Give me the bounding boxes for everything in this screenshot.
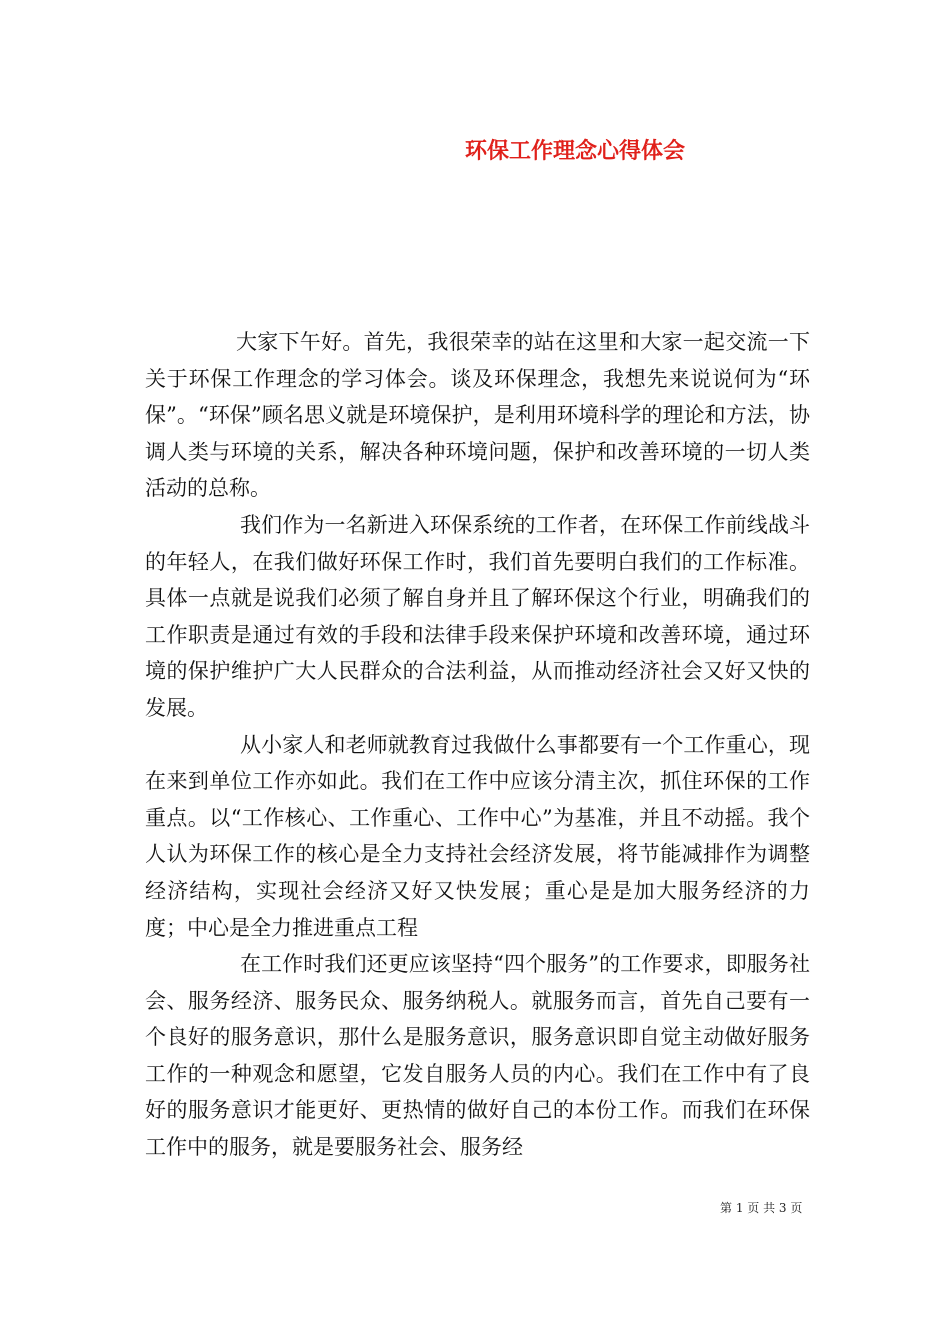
document-title: 环保工作理念心得体会 <box>464 138 685 164</box>
document-body <box>145 324 810 1166</box>
page-number-footer: 第 1 页 共 3 页 <box>720 1201 803 1215</box>
paragraph-1: 大家下午好。首先，我很荣幸的站在这里和大家一起交流一下关于环保工作理念的学习体会。谈及环保理念，我想先来说说何为“环保”。“环保”顾名思义就是环境保护，是利用环境科学的理论和方法，协调人类与环境的关系，解决各种环境问题，保护和改善环境的一切人类活动的总称。 <box>145 330 810 501</box>
paragraph-2: 我们作为一名新进入环保系统的工作者，在环保工作前线战斗的年轻人，在我们做好环保工作时，我们首先要明白我们的工作标准。具体一点就是说我们必须了解自身并且了解环保这个行业，明确我们的工作职责是通过有效的手段和法律手段来保护环境和改善环境，通过环境的保护维护广大人民群众的合法利益，从而推动经济社会又好又快的发展。 <box>145 512 810 720</box>
paragraph-4: 在工作时我们还更应该坚持“四个服务”的工作要求，即服务社会、服务经济、服务民众、服务纳税人。就服务而言，首先自己要有一个良好的服务意识，那什么是服务意识，服务意识即自觉主动做好服务工作的一种观念和愿望，它发自服务人员的内心。我们在工作中有了良好的服务意识才能更好、更热情的做好自己的本份工作。而我们在环保工作中的服务，就是要服务社会、服务经 <box>145 952 810 1160</box>
paragraph-3: 从小家人和老师就教育过我做什么事都要有一个工作重心，现在来到单位工作亦如此。我们在工作中应该分清主次，抓住环保的工作重点。以“工作核心、工作重心、工作中心”为基准，并且不动摇。我个人认为环保工作的核心是全力支持社会经济发展，将节能减排作为调整经济结构，实现社会经济又好又快发展；重心是是加大服务经济的力度；中心是全力推进重点工程 <box>145 732 810 940</box>
